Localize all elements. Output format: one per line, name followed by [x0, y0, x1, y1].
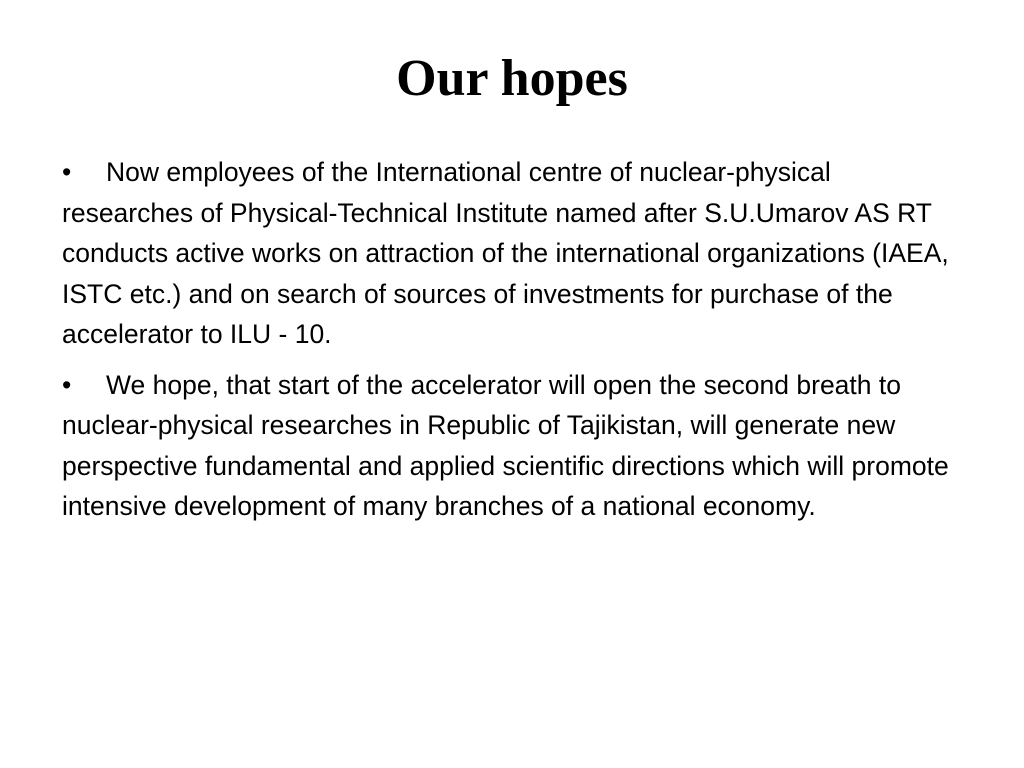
bullet-text: Now employees of the International centre of nuclear-physical researches of Physical-Technical Institute named after S.U.Umarov AS RT conducts active works on attraction of the international organizations (IAEA, ISTC etc.) and on search of sources of investments for purchase of the accelerator to ILU - 10.: [62, 157, 949, 349]
bullet-list: [62, 152, 967, 537]
bullet-item-employees: [62, 152, 967, 355]
bullet-icon: •: [62, 369, 72, 400]
slide-title: Our hopes: [396, 50, 628, 107]
bullet-text: We hope, that start of the accelerator will open the second breath to nuclear-physical researches in Republic of Tajikistan, will generate new perspective fundamental and applied scientific directions which will promote intensive development of many branches of a national economy.: [62, 369, 949, 521]
bullet-icon: •: [62, 157, 72, 187]
bullet-item-hope: [62, 365, 967, 527]
